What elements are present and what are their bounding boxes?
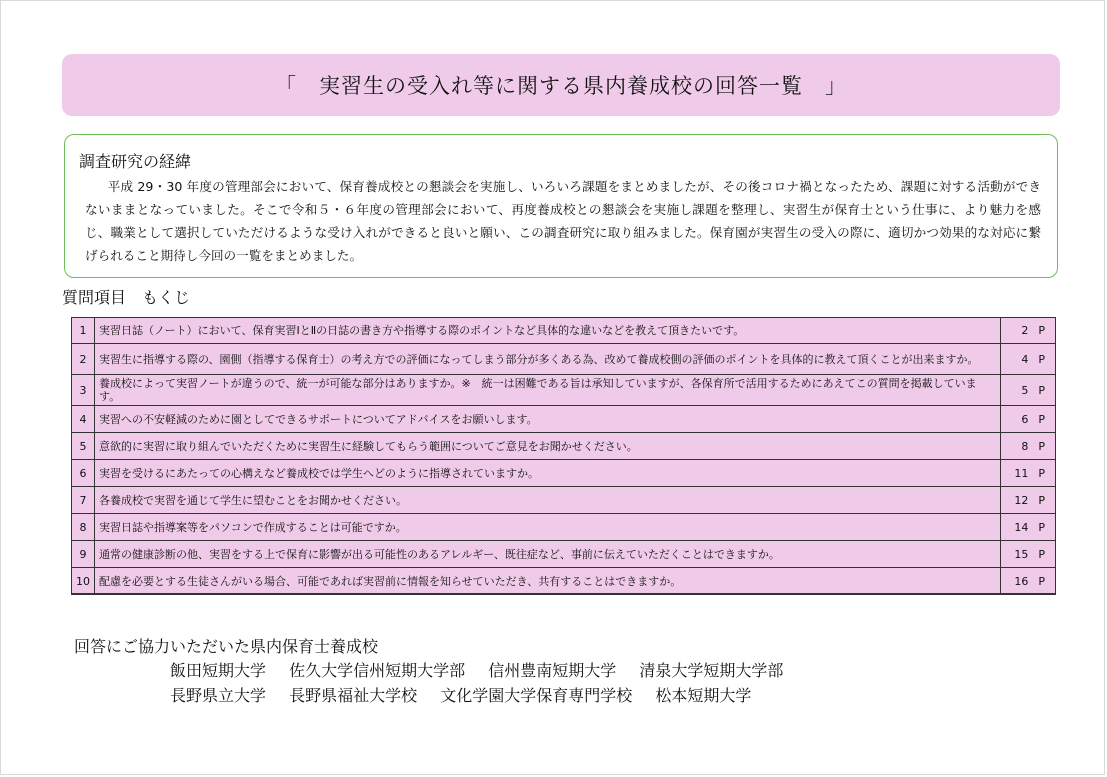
toc-row-number: 10 (72, 568, 95, 595)
toc-row[interactable] (72, 514, 1056, 541)
research-background-box (64, 134, 1058, 278)
toc-page-unit: P (1038, 412, 1045, 426)
school-list-row (170, 658, 801, 681)
school-list-row (170, 683, 769, 706)
toc-page-number: 12 (1014, 493, 1029, 507)
toc-row-question: 実習日誌や指導案等をパソコンで作成することは可能ですか。 (95, 514, 1001, 541)
toc-page-unit: P (1038, 493, 1045, 507)
toc-row-page (1001, 433, 1056, 460)
document-title (62, 54, 1060, 116)
toc-row-question: 実習への不安軽減のために園としてできるサポートについてアドバイスをお願いします。 (95, 406, 1001, 433)
toc-page-number: 8 (1021, 439, 1029, 453)
toc-page-unit: P (1038, 352, 1045, 366)
cooperating-schools-heading: 回答にご協力いただいた県内保育士養成校 (74, 637, 379, 656)
toc-row-page (1001, 460, 1056, 487)
toc-row-question: 通常の健康診断の他、実習をする上で保育に影響が出る可能性のあるアレルギー、既往症など、事前に伝えていただくことはできますか。 (95, 541, 1001, 568)
toc-row[interactable] (72, 541, 1056, 568)
school-name: 文化学園大学保育専門学校 (440, 686, 633, 705)
toc-page-number: 11 (1014, 466, 1029, 480)
toc-page-number: 15 (1014, 547, 1029, 561)
toc-row-page (1001, 514, 1056, 541)
toc-page-unit: P (1038, 383, 1045, 397)
toc-page-number: 5 (1021, 383, 1029, 397)
toc-row-page (1001, 344, 1056, 375)
school-name: 松本短期大学 (655, 686, 752, 705)
toc-page-unit: P (1038, 574, 1045, 588)
toc-page-number: 16 (1014, 574, 1029, 588)
toc-heading: 質問項目 もくじ (62, 288, 191, 307)
research-background-heading: 調査研究の経緯 (79, 152, 192, 171)
toc-page-unit: P (1038, 520, 1045, 534)
title-text: 実習生の受入れ等に関する県内養成校の回答一覧 (319, 74, 803, 98)
title-open-bracket: 「 (275, 74, 297, 98)
school-name: 清泉大学短期大学部 (639, 661, 784, 680)
toc-row[interactable] (72, 433, 1056, 460)
toc-page-unit: P (1038, 439, 1045, 453)
toc-row-question: 実習生に指導する際の、園側（指導する保育士）の考え方での評価になってしまう部分が多くある為、改めて養成校側の評価のポイントを具体的に教えて頂くことが出来ますか。 (95, 344, 1001, 375)
toc-page-unit: P (1038, 466, 1045, 480)
toc-page-number: 4 (1021, 352, 1029, 366)
toc-row-question: 実習日誌（ノート）において、保育実習ⅠとⅡの日誌の書き方や指導する際のポイントなど具体的な違いなどを教えて頂きたいです。 (95, 318, 1001, 344)
toc-row[interactable] (72, 344, 1056, 375)
toc-row-page (1001, 318, 1056, 344)
research-background-text: 平成 29・30 年度の管理部会において、保育養成校との懇談会を実施し、いろいろ課題をまとめましたが、その後コロナ禍となったため、課題に対する活動ができないままとなっていました。そこで令和５・６年度の管理部会において、再度養成校との懇談会を実施し課題を整理し、実習生が保育士という仕事に、より魅力を感じ、職業として選択していただけるような受け入れができると良いと願い、この調査研究に取り組みました。保育園が実習生の受入の際に、適切かつ効果的な対応に繋げられること期待し今回の一覧をまとめました。 (85, 179, 1041, 263)
school-name: 長野県福祉大学校 (289, 686, 418, 705)
toc-row-number: 1 (72, 318, 95, 344)
toc-row-number: 9 (72, 541, 95, 568)
toc-row[interactable] (72, 318, 1056, 344)
toc-row-question: 実習を受けるにあたっての心構えなど養成校では学生へどのように指導されていますか。 (95, 460, 1001, 487)
toc-row[interactable] (72, 568, 1056, 595)
toc-row[interactable] (72, 375, 1056, 406)
toc-row-page (1001, 487, 1056, 514)
toc-page-number: 6 (1021, 412, 1029, 426)
toc-row-number: 4 (72, 406, 95, 433)
school-name: 信州豊南短期大学 (488, 661, 617, 680)
toc-row-question: 意欲的に実習に取り組んでいただくために実習生に経験してもらう範囲についてご意見をお聞かせください。 (95, 433, 1001, 460)
table-bottom-rule (71, 593, 1056, 595)
toc-page-unit: P (1038, 547, 1045, 561)
toc-row-number: 7 (72, 487, 95, 514)
toc-row-question: 配慮を必要とする生徒さんがいる場合、可能であれば実習前に情報を知らせていただき、共有することはできますか。 (95, 568, 1001, 595)
toc-row-page (1001, 375, 1056, 406)
toc-table (71, 317, 1056, 595)
toc-row-page (1001, 568, 1056, 595)
toc-row[interactable] (72, 460, 1056, 487)
toc-row-number: 6 (72, 460, 95, 487)
toc-row[interactable] (72, 406, 1056, 433)
toc-page-number: 2 (1021, 324, 1029, 337)
toc-row-number: 5 (72, 433, 95, 460)
school-name: 長野県立大学 (170, 686, 267, 705)
toc-row[interactable] (72, 487, 1056, 514)
toc-row-number: 3 (72, 375, 95, 406)
school-name: 佐久大学信州短期大学部 (289, 661, 466, 680)
toc-row-question: 各養成校で実習を通じて学生に望むことをお聞かせください。 (95, 487, 1001, 514)
toc-row-question: 養成校によって実習ノートが違うので、統一が可能な部分はありますか。※ 統一は困難である旨は承知していますが、各保育所で活用するためにあえてこの質問を掲載しています。 (95, 375, 1001, 406)
toc-row-number: 2 (72, 344, 95, 375)
toc-page-unit: P (1038, 324, 1045, 337)
title-close-bracket: 」 (825, 74, 847, 98)
toc-row-number: 8 (72, 514, 95, 541)
toc-row-page (1001, 541, 1056, 568)
school-name: 飯田短期大学 (170, 661, 267, 680)
toc-row-page (1001, 406, 1056, 433)
toc-page-number: 14 (1014, 520, 1029, 534)
